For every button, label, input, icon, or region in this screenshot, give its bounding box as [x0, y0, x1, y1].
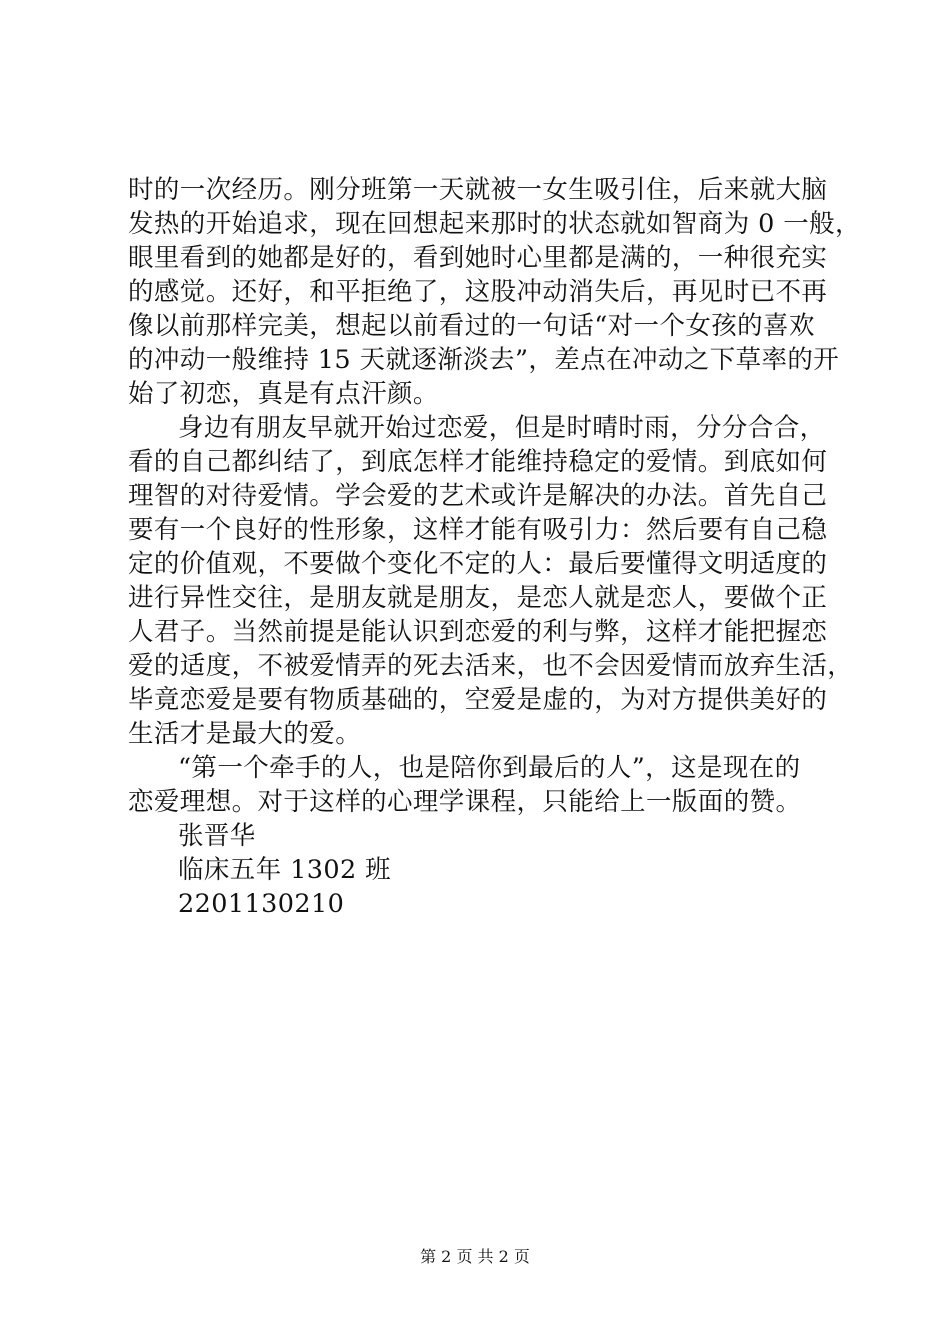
text-line: 要有一个良好的性形象，这样才能有吸引力：然后要有自己稳: [128, 515, 828, 545]
text-line: 时的一次经历。刚分班第一天就被一女生吸引住，后来就大脑: [128, 175, 828, 205]
page-footer: 第 2 页 共 2 页: [420, 1247, 530, 1266]
text-line: 的感觉。还好，和平拒绝了，这股冲动消失后，再见时已不再: [128, 277, 828, 307]
author-class: 临床五年 1302 班: [178, 855, 392, 885]
text-line: 理智的对待爱情。学会爱的艺术或许是解决的办法。首先自己: [128, 481, 828, 511]
text-line: 毕竟恋爱是要有物质基础的，空爱是虚的，为对方提供美好的: [128, 685, 828, 715]
text-line: 看的自己都纠结了，到底怎样才能维持稳定的爱情。到底如何: [128, 447, 828, 477]
text-line: 像以前那样完美，想起以前看过的一句话“对一个女孩的喜欢: [128, 311, 815, 341]
text-line: “第一个牵手的人，也是陪你到最后的人”，这是现在的: [178, 753, 801, 783]
author-name: 张晋华: [178, 821, 256, 851]
text-line: 恋爱理想。对于这样的心理学课程，只能给上一版面的赞。: [128, 787, 802, 817]
text-line: 发热的开始追求，现在回想起来那时的状态就如智商为 0 一般，: [128, 209, 861, 239]
text-line: 眼里看到的她都是好的，看到她时心里都是满的，一种很充实: [128, 243, 828, 273]
text-line: 身边有朋友早就开始过恋爱，但是时晴时雨，分分合合，: [178, 413, 826, 443]
text-line: 爱的适度，不被爱情弄的死去活来，也不会因爱情而放弃生活，: [128, 651, 854, 681]
text-line: 进行异性交往，是朋友就是朋友，是恋人就是恋人，要做个正: [128, 583, 828, 613]
text-line: 始了初恋，真是有点汗颜。: [128, 379, 439, 409]
text-line: 的冲动一般维持 15 天就逐渐淡去”，差点在冲动之下草率的开: [128, 345, 840, 375]
author-student-id: 2201130210: [178, 889, 345, 919]
text-line: 生活才是最大的爱。: [128, 719, 362, 749]
text-line: 人君子。当然前提是能认识到恋爱的利与弊，这样才能把握恋: [128, 617, 828, 647]
text-line: 定的价值观，不要做个变化不定的人：最后要懂得文明适度的: [128, 549, 828, 579]
